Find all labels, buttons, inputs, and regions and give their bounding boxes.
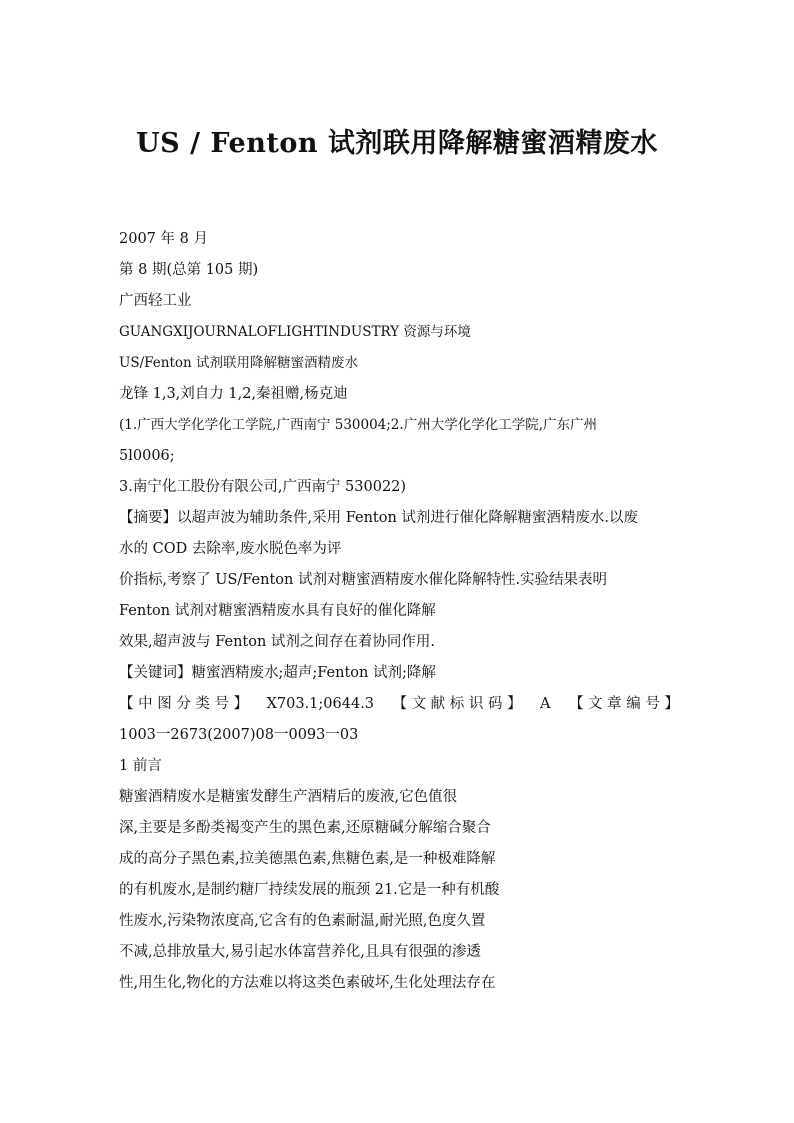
affiliation-line: 3.南宁化工股份有限公司,广西南宁 530022): [119, 479, 407, 495]
abstract-line: 效果,超声波与 Fenton 试剂之间存在着协同作用.: [119, 634, 436, 650]
abstract-line: Fenton 试剂对糖蜜酒精废水具有良好的催化降解: [119, 603, 436, 619]
clc-value: X703.1;0644.3: [266, 696, 375, 712]
journal-name-cn: 广西轻工业: [119, 293, 192, 309]
affiliation-line: 5l0006;: [119, 448, 175, 464]
document-title: US / Fenton 试剂联用降解糖蜜酒精废水: [136, 128, 658, 159]
abstract-line: 价指标,考察了 US/Fenton 试剂对糖蜜酒精废水催化降解特性.实验结果表明: [119, 572, 608, 588]
paragraph-line: 的有机废水,是制约糖厂持续发展的瓶颈 21.它是一种有机酸: [119, 882, 500, 898]
paragraph-line: 深,主要是多酚类褐变产生的黑色素,还原糖碱分解缩合聚合: [119, 820, 491, 836]
paragraph-line: 性,用生化,物化的方法难以将这类色素破坏,生化处理法存在: [119, 975, 496, 991]
article-id-value: 1003一2673(2007)08一0093一03: [119, 727, 359, 743]
paragraph-line: 性废水,污染物浓度高,它含有的色素耐温,耐光照,色度久置: [119, 913, 486, 929]
article-title-line: US/Fenton 试剂联用降解糖蜜酒精废水: [119, 355, 359, 371]
document-body: [119, 224, 679, 999]
paragraph-line: 成的高分子黑色素,拉美德黑色素,焦糖色素,是一种极难降解: [119, 851, 496, 867]
keywords-line: 【关键词】糖蜜酒精废水;超声;Fenton 试剂;降解: [119, 665, 436, 681]
section-heading: 1 前言: [119, 758, 162, 774]
classification-line: [119, 689, 679, 720]
abstract-line: 水的 COD 去除率,废水脱色率为评: [119, 541, 342, 557]
authors-line: 龙锋 1,3,刘自力 1,2,秦祖赠,杨克迪: [119, 386, 348, 402]
document-code-label: 【 文 献 标 识 码 】: [392, 696, 522, 712]
paragraph-line: 不减,总排放量大,易引起水体富营养化,且具有很强的渗透: [119, 944, 481, 960]
publication-date: 2007 年 8 月: [119, 231, 208, 247]
journal-name-en: GUANGXIJOURNALOFLIGHTINDUSTRY 资源与环境: [119, 324, 471, 340]
abstract-line: 【摘要】以超声波为辅助条件,采用 Fenton 试剂进行催化降解糖蜜酒精废水.以废: [119, 510, 639, 526]
article-id-label: 【 文 章 编 号 】: [568, 696, 679, 712]
paragraph-line: 糖蜜酒精废水是糖蜜发酵生产酒精后的废液,它色值很: [119, 789, 458, 805]
issue-number: 第 8 期(总第 105 期): [119, 262, 259, 278]
affiliation-line: (1.广西大学化学化工学院,广西南宁 530004;2.广州大学化学化工学院,广东广州: [119, 417, 597, 433]
document-code-value: A: [540, 696, 551, 712]
clc-label: 【 中 图 分 类 号 】: [119, 696, 249, 712]
